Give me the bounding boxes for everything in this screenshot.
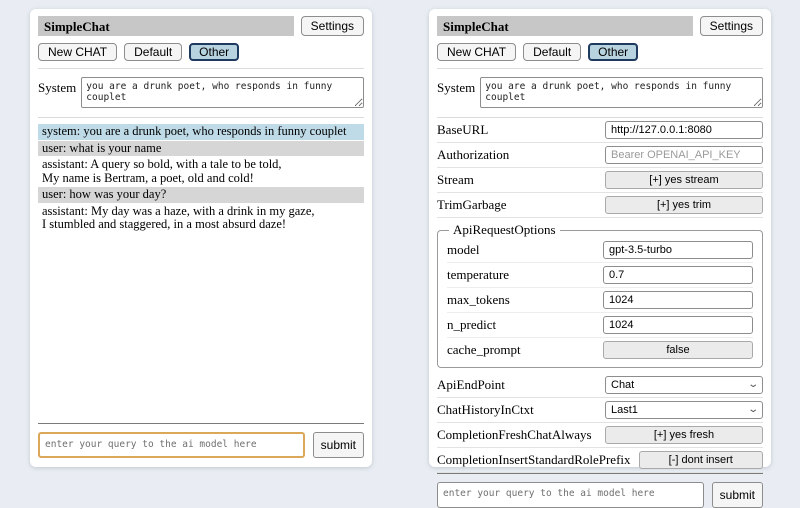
query-input[interactable] <box>437 482 704 508</box>
system-label: System <box>437 80 476 95</box>
max-tokens-label: max_tokens <box>447 292 510 307</box>
setting-row-cache-prompt <box>447 338 753 362</box>
api-endpoint-select[interactable] <box>605 376 763 394</box>
query-input[interactable] <box>38 432 305 458</box>
setting-row-n-predict <box>447 313 753 338</box>
system-prompt-textarea[interactable] <box>81 77 364 108</box>
completion-insert-toggle-button[interactable]: [-] dont insert <box>639 451 763 469</box>
chat-message-text: user: what is your name <box>42 140 162 155</box>
session-button-other[interactable]: Other <box>588 43 638 61</box>
trimgarbage-toggle-button[interactable]: [+] yes trim <box>605 196 763 214</box>
setting-row-stream <box>437 168 763 193</box>
n-predict-label: n_predict <box>447 317 497 332</box>
chat-message-text: assistant: A query so bold, with a tale to be told, <box>42 157 282 171</box>
chevron-down-icon: ⌄ <box>746 404 759 415</box>
query-footer <box>437 473 763 508</box>
completion-insert-label: CompletionInsertStandardRolePrefix <box>437 452 631 467</box>
setting-row-trimgarbage <box>437 193 763 218</box>
header-row <box>437 16 763 36</box>
app-title: SimpleChat <box>437 16 693 36</box>
chat-history-select[interactable] <box>605 401 763 419</box>
new-chat-button[interactable]: New CHAT <box>38 43 117 61</box>
system-prompt-row <box>437 68 763 118</box>
stream-toggle-button[interactable]: [+] yes stream <box>605 171 763 189</box>
setting-row-api-endpoint <box>437 373 763 398</box>
chat-message-text: system: you are a drunk poet, who responds in funny couplet <box>42 124 347 138</box>
session-button-other[interactable]: Other <box>189 43 239 61</box>
authorization-label: Authorization <box>437 147 510 162</box>
cache-prompt-toggle-button[interactable]: false <box>603 341 753 359</box>
query-row <box>38 432 364 458</box>
chat-message-text: My name is Bertram, a poet, old and cold! <box>42 170 254 185</box>
api-endpoint-label: ApiEndPoint <box>437 377 505 392</box>
chat-history-label: ChatHistoryInCtxt <box>437 402 534 417</box>
temperature-input[interactable] <box>603 266 753 284</box>
baseurl-label: BaseURL <box>437 122 489 137</box>
chat-message-user <box>38 141 364 157</box>
chevron-down-icon: ⌄ <box>746 379 759 390</box>
temperature-label: temperature <box>447 267 510 282</box>
trimgarbage-label: TrimGarbage <box>437 197 507 212</box>
header-row <box>38 16 364 36</box>
baseurl-input[interactable] <box>605 121 763 139</box>
settings-button[interactable]: Settings <box>301 16 364 36</box>
system-prompt-textarea[interactable] <box>480 77 763 108</box>
cache-prompt-label: cache_prompt <box>447 342 521 357</box>
chat-message-text: assistant: My day was a haze, with a drink in my gaze, <box>42 203 315 218</box>
system-label: System <box>38 80 77 95</box>
authorization-input[interactable] <box>605 146 763 164</box>
setting-row-chat-history <box>437 398 763 423</box>
chat-message-assistant <box>38 204 364 233</box>
setting-row-authorization <box>437 143 763 168</box>
chat-message-assistant <box>38 157 364 186</box>
footer-divider <box>437 473 763 474</box>
settings-panel <box>429 9 771 502</box>
model-label: model <box>447 242 480 257</box>
setting-row-max-tokens <box>447 288 753 313</box>
stream-label: Stream <box>437 172 474 187</box>
query-footer <box>38 423 364 458</box>
settings-list <box>437 118 763 473</box>
submit-button[interactable]: submit <box>712 482 763 508</box>
chat-message-system <box>38 124 364 140</box>
submit-button[interactable]: submit <box>313 432 364 458</box>
chat-panel <box>30 9 372 467</box>
completion-fresh-label: CompletionFreshChatAlways <box>437 427 592 442</box>
chat-history-selected-value: Last1 <box>611 404 638 416</box>
setting-row-completion-fresh <box>437 423 763 448</box>
session-button-default[interactable]: Default <box>523 43 581 61</box>
setting-row-completion-insert <box>437 448 763 473</box>
n-predict-input[interactable] <box>603 316 753 334</box>
chat-buttons-row <box>437 43 763 61</box>
api-endpoint-selected-value: Chat <box>611 379 635 391</box>
setting-row-model <box>447 238 753 263</box>
footer-divider <box>38 423 364 424</box>
chat-message-text: I stumbled and staggered, in a most absurd daze! <box>42 217 287 231</box>
api-request-options-legend: ApiRequestOptions <box>453 222 556 237</box>
completion-fresh-toggle-button[interactable]: [+] yes fresh <box>605 426 763 444</box>
app-title: SimpleChat <box>38 16 294 36</box>
session-button-default[interactable]: Default <box>124 43 182 61</box>
setting-row-baseurl <box>437 118 763 143</box>
chat-buttons-row <box>38 43 364 61</box>
max-tokens-input[interactable] <box>603 291 753 309</box>
query-row <box>437 482 763 508</box>
system-prompt-row <box>38 68 364 118</box>
model-input[interactable] <box>603 241 753 259</box>
chat-log <box>38 124 364 234</box>
chat-message-user <box>38 187 364 203</box>
api-request-options-fieldset <box>437 222 763 368</box>
setting-row-temperature <box>447 263 753 288</box>
new-chat-button[interactable]: New CHAT <box>437 43 516 61</box>
chat-message-text: user: how was your day? <box>42 187 167 201</box>
settings-button[interactable]: Settings <box>700 16 763 36</box>
